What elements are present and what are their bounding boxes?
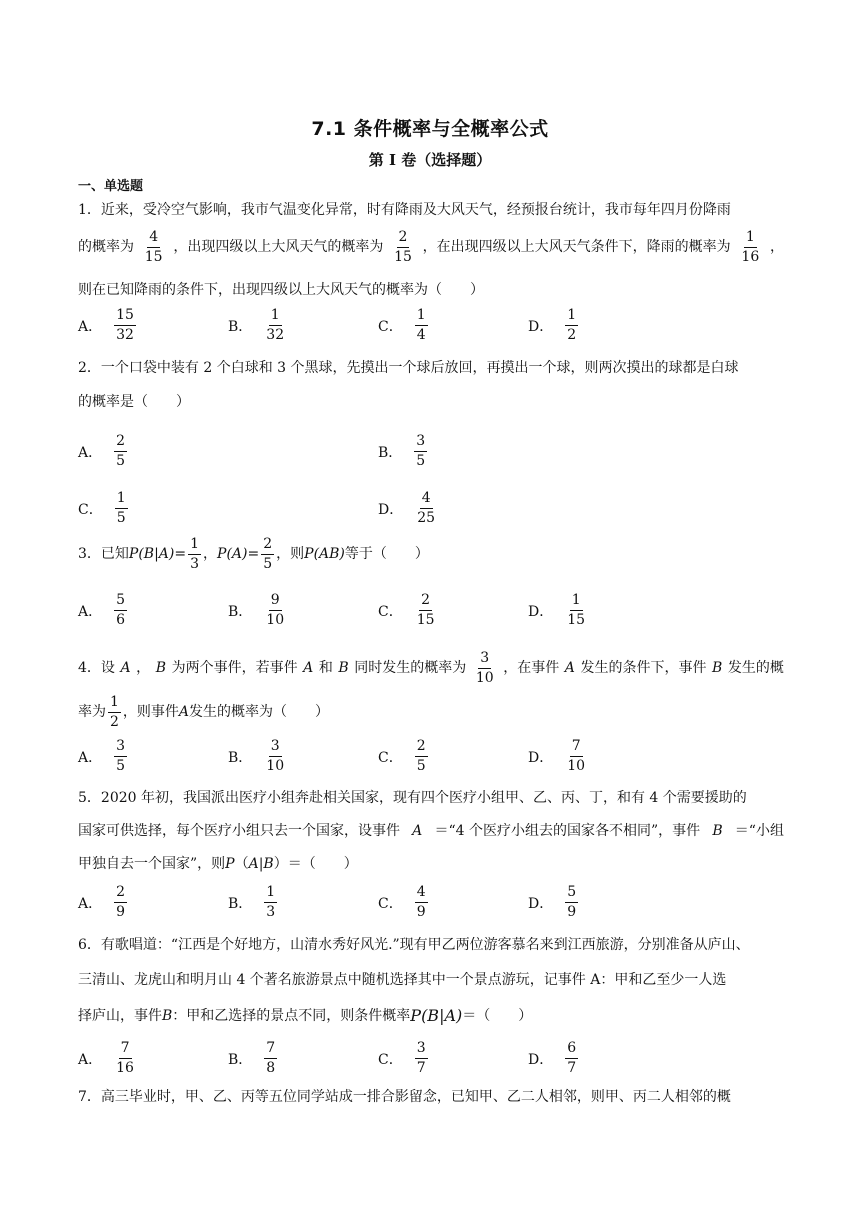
fraction-numerator: 1 — [570, 592, 583, 611]
fraction-denominator: 9 — [567, 904, 577, 920]
fraction-numerator: 2 — [261, 536, 274, 555]
fraction-denominator: 8 — [266, 1060, 276, 1076]
q5-option-c[interactable] — [378, 884, 430, 921]
fraction-numerator: 3 — [414, 433, 427, 452]
question-3-line-1 — [78, 534, 784, 574]
q4-event-a: A — [178, 704, 190, 720]
fraction-denominator: 10 — [266, 612, 285, 628]
q2-option-c[interactable] — [78, 490, 130, 527]
question-5-line-1 — [78, 788, 784, 808]
fraction-numerator: 7 — [119, 1040, 132, 1059]
fraction-numerator: 1 — [264, 884, 277, 903]
option-fraction — [565, 1040, 578, 1077]
option-fraction — [114, 307, 136, 344]
fraction-denominator: 7 — [416, 1060, 426, 1076]
fraction-denominator: 10 — [266, 758, 285, 774]
option-letter: D． — [528, 603, 554, 620]
fraction-denominator: 15 — [144, 248, 163, 265]
option-fraction — [264, 307, 286, 344]
option-letter: C． — [378, 895, 403, 912]
q5-event-b: B — [712, 823, 723, 839]
q2-option-b[interactable] — [378, 433, 429, 470]
q4-text-a: 4．设 — [78, 660, 115, 676]
question-1-line-1 — [78, 200, 784, 220]
fraction-denominator: 6 — [116, 612, 126, 628]
q4-fraction-conditional — [108, 694, 121, 731]
option-letter: C． — [378, 1051, 403, 1068]
q5-text-l2a: 国家可供选择，每个医疗小组只去一个国家，设事件 — [78, 823, 400, 839]
q1-text-b: ，出现四级以上大风天气的概率为 — [173, 239, 384, 255]
fraction-denominator: 3 — [266, 904, 276, 920]
fraction-denominator: 3 — [190, 555, 200, 572]
q4-option-a[interactable] — [78, 738, 129, 775]
q4-text-c: 为两个事件，若事件 — [171, 660, 298, 676]
fraction-denominator: 5 — [416, 453, 426, 469]
option-fraction — [114, 738, 127, 775]
q4-fraction-joint — [474, 650, 496, 687]
q3-option-d[interactable] — [528, 592, 589, 629]
q4-option-d[interactable] — [528, 738, 589, 775]
q3-text-d: 等于（ ） — [344, 546, 429, 562]
question-6-line-2 — [78, 970, 784, 990]
fraction-numerator: 3 — [415, 1040, 428, 1059]
q1-option-d[interactable] — [528, 307, 580, 344]
q3-fraction-2 — [261, 536, 274, 573]
fraction-numerator: 4 — [147, 229, 160, 248]
option-fraction — [114, 592, 127, 629]
q1-text-c: ，在出现四级以上大风天气条件下，降雨的概率为 — [422, 239, 731, 255]
q3-option-c[interactable] — [378, 592, 439, 629]
question-6-text-2: 三清山、龙虎山和明月山 4 个著名旅游景点中随机选择其中一个景点游玩，记事件 A：甲和乙至少一人选 — [78, 972, 727, 988]
q6-option-d[interactable] — [528, 1040, 580, 1077]
question-4-line-2 — [78, 692, 784, 732]
q4-text-b: ， — [136, 660, 151, 676]
question-5-text: 5．2020 年初，我国派出医疗小组奔赴相关国家，现有四个医疗小组甲、乙、丙、丁，和有 4 个需要援助的 — [78, 790, 747, 806]
fraction-numerator: 4 — [415, 884, 428, 903]
q1-text-a: 的概率为 — [78, 239, 134, 255]
q5-text-l3c: ）＝（ ） — [273, 856, 358, 872]
q4-event-a: A — [120, 660, 131, 676]
q6-text-l3a: 择庐山，事件 — [78, 1008, 162, 1024]
fraction-denominator: 4 — [416, 327, 426, 343]
fraction-numerator: 5 — [114, 592, 127, 611]
q4-option-c[interactable] — [378, 738, 430, 775]
option-letter: A． — [78, 749, 103, 766]
option-letter: B． — [228, 1051, 253, 1068]
q5-option-a[interactable] — [78, 884, 129, 921]
q4-event-b: B — [338, 660, 349, 676]
q5-option-b[interactable] — [228, 884, 279, 921]
q2-option-d[interactable] — [378, 490, 439, 527]
option-letter: A． — [78, 318, 103, 335]
option-letter: C． — [378, 603, 403, 620]
q4-event-a: A — [303, 660, 314, 676]
option-letter: B． — [228, 895, 253, 912]
q4-text-d: 和 — [318, 660, 333, 676]
option-fraction — [415, 884, 428, 921]
question-2-line-2: 的概率是（ ） — [78, 394, 190, 410]
q4-text-h: 发生的概 — [727, 660, 784, 676]
question-4-line-1 — [78, 648, 784, 688]
option-letter: D． — [528, 749, 554, 766]
option-fraction — [264, 592, 286, 629]
fraction-denominator: 15 — [416, 612, 435, 628]
fraction-denominator: 25 — [417, 510, 436, 526]
option-letter: B． — [228, 603, 253, 620]
q1-fraction-wind — [392, 229, 414, 266]
question-1-line-2 — [78, 227, 784, 267]
question-1-line-3: 则在已知降雨的条件下，出现四级以上大风天气的概率为（ ） — [78, 282, 484, 298]
fraction-numerator: 3 — [114, 738, 127, 757]
fraction-numerator: 3 — [269, 738, 282, 757]
option-fraction — [264, 1040, 277, 1077]
q5-conditional-expr: A|B — [248, 856, 274, 872]
option-fraction — [264, 884, 277, 921]
fraction-numerator: 2 — [419, 592, 432, 611]
option-fraction — [114, 884, 127, 921]
fraction-numerator: 3 — [478, 650, 491, 669]
q4-event-b: B — [155, 660, 167, 676]
option-letter: D． — [528, 1051, 554, 1068]
fraction-denominator: 9 — [416, 904, 426, 920]
q6-option-c[interactable] — [378, 1040, 430, 1077]
option-letter: B． — [378, 444, 403, 461]
question-2-line-1 — [78, 358, 784, 378]
q5-event-a: A — [412, 823, 423, 839]
fraction-numerator: 2 — [415, 738, 428, 757]
option-letter: B． — [228, 749, 253, 766]
question-5-line-3 — [78, 854, 784, 874]
q6-conditional-expr: P(B|A) — [410, 1006, 463, 1025]
fraction-denominator: 5 — [116, 758, 126, 774]
option-fraction — [115, 490, 128, 527]
q1-option-a[interactable] — [78, 307, 138, 344]
fraction-denominator: 2 — [567, 327, 577, 343]
option-fraction — [565, 592, 587, 629]
q4-text-e: 同时发生的概率为 — [354, 660, 467, 676]
option-fraction — [114, 1040, 136, 1077]
option-fraction — [415, 307, 428, 344]
question-5-line-2 — [78, 821, 784, 841]
volume-subtitle: 第 I 卷（选择题） — [368, 151, 492, 169]
q5-option-d[interactable] — [528, 884, 580, 921]
q5-text-l2b: ＝“4 个医疗小组去的国家各不相同”，事件 — [434, 823, 701, 839]
q3-text-c: ，则 — [276, 546, 305, 562]
fraction-denominator: 32 — [116, 327, 134, 343]
option-fraction — [415, 738, 428, 775]
option-letter: C． — [378, 749, 403, 766]
fraction-numerator: 2 — [397, 229, 410, 248]
q1-fraction-rain — [143, 229, 165, 266]
fraction-denominator: 9 — [116, 904, 126, 920]
question-7-line-1 — [78, 1087, 784, 1107]
option-letter: A． — [78, 895, 103, 912]
option-fraction — [415, 490, 437, 527]
fraction-numerator: 1 — [565, 307, 578, 326]
q3-text-a: 3．已知 — [78, 546, 129, 562]
fraction-numerator: 1 — [269, 307, 282, 326]
q3-option-a[interactable] — [78, 592, 129, 629]
fraction-numerator: 1 — [744, 229, 757, 248]
question-6-text: 6．有歌唱道：“江西是个好地方，山清水秀好风光.”现有甲乙两位游客慕名来到江西旅游，分别准备从庐山、 — [78, 937, 750, 953]
option-fraction — [565, 884, 578, 921]
fraction-denominator: 16 — [116, 1060, 134, 1076]
option-letter: C． — [378, 318, 403, 335]
fraction-numerator: 2 — [114, 433, 127, 452]
q3-expr-pa: P(A)= — [217, 546, 260, 562]
fraction-numerator: 7 — [570, 738, 583, 757]
q1-text-d: ， — [769, 239, 784, 255]
option-letter: D． — [378, 501, 404, 518]
q4-text-f: ，在事件 — [503, 660, 560, 676]
option-letter: D． — [528, 895, 554, 912]
fraction-denominator: 5 — [116, 510, 126, 526]
q5-prob-symbol: P — [225, 856, 235, 872]
q6-option-a[interactable] — [78, 1040, 138, 1077]
fraction-denominator: 5 — [116, 453, 126, 469]
option-letter: D． — [528, 318, 554, 335]
option-fraction — [565, 307, 578, 344]
fraction-numerator: 1 — [188, 536, 201, 555]
option-fraction — [415, 592, 437, 629]
fraction-numerator: 9 — [269, 592, 282, 611]
option-fraction — [264, 738, 286, 775]
fraction-denominator: 16 — [741, 248, 760, 265]
fraction-numerator: 1 — [115, 490, 128, 509]
q1-fraction-conditional — [739, 229, 761, 266]
q1-option-c[interactable] — [378, 307, 430, 344]
fraction-denominator: 5 — [416, 758, 426, 774]
fraction-denominator: 5 — [263, 555, 273, 572]
fraction-numerator: 7 — [264, 1040, 277, 1059]
q4-event-a: A — [564, 660, 575, 676]
q4-text-l2b: ，则事件 — [122, 704, 179, 720]
fraction-denominator: 2 — [110, 713, 119, 730]
q6-text-l3b: ：甲和乙选择的景点不同，则条件概率 — [172, 1008, 411, 1024]
fraction-numerator: 1 — [415, 307, 428, 326]
fraction-numerator: 2 — [114, 884, 127, 903]
fraction-numerator: 5 — [565, 884, 578, 903]
option-letter: A． — [78, 444, 103, 461]
q1-option-b[interactable] — [228, 307, 288, 344]
option-letter: B． — [228, 318, 253, 335]
q3-expr-pab: P(AB) — [304, 546, 345, 562]
q6-text-l3c: ＝（ ） — [462, 1008, 533, 1024]
q5-text-l3b: （ — [234, 856, 249, 872]
fraction-denominator: 10 — [475, 669, 494, 686]
option-fraction — [114, 433, 127, 470]
fraction-numerator: 4 — [420, 490, 433, 509]
page-title: 7.1 条件概率与全概率公式 — [311, 118, 549, 140]
q4-event-b: B — [712, 660, 723, 676]
fraction-denominator: 32 — [266, 327, 285, 343]
option-letter: A． — [78, 1051, 103, 1068]
question-1-text: 1．近来，受冷空气影响，我市气温变化异常，时有降雨及大风天气，经预报台统计，我市每年四月份降雨 — [78, 202, 731, 218]
q4-text-l2a: 率为 — [78, 704, 106, 720]
q4-text-l2c: 发生的概率为（ ） — [189, 704, 330, 720]
fraction-numerator: 6 — [565, 1040, 578, 1059]
q5-text-l2c: ＝“小组 — [734, 823, 784, 839]
q3-option-b[interactable] — [228, 592, 288, 629]
option-fraction — [415, 1040, 428, 1077]
option-fraction — [565, 738, 587, 775]
q6-option-b[interactable] — [228, 1040, 279, 1077]
q3-expr-conditional: P(B|A)= — [128, 546, 187, 562]
fraction-denominator: 15 — [567, 612, 586, 628]
question-6-line-3 — [78, 1006, 784, 1026]
fraction-denominator: 10 — [567, 758, 586, 774]
q4-text-g: 发生的条件下，事件 — [580, 660, 707, 676]
q3-text-b: ， — [203, 546, 218, 562]
fraction-numerator: 1 — [108, 694, 121, 713]
question-2-text: 2．一个口袋中装有 2 个白球和 3 个黑球，先摸出一个球后放回，再摸出一个球，则两次摸出的球都是白球 — [78, 360, 739, 376]
fraction-denominator: 7 — [567, 1060, 577, 1076]
question-6-line-1 — [78, 935, 784, 955]
question-7-text: 7．高三毕业时，甲、乙、丙等五位同学站成一排合影留念，已知甲、乙二人相邻，则甲、丙二人相邻的概 — [78, 1089, 731, 1105]
q2-option-a[interactable] — [78, 433, 129, 470]
fraction-numerator: 15 — [114, 307, 136, 326]
section-heading: 一、单选题 — [78, 179, 144, 194]
fraction-denominator: 15 — [394, 248, 412, 265]
option-letter: C． — [78, 501, 103, 518]
q4-option-b[interactable] — [228, 738, 288, 775]
q6-event-b: B — [162, 1008, 173, 1024]
option-letter: A． — [78, 603, 103, 620]
q3-fraction-1 — [188, 536, 201, 573]
option-fraction — [414, 433, 427, 470]
q5-text-l3a: 甲独自去一个国家”，则 — [78, 856, 226, 872]
